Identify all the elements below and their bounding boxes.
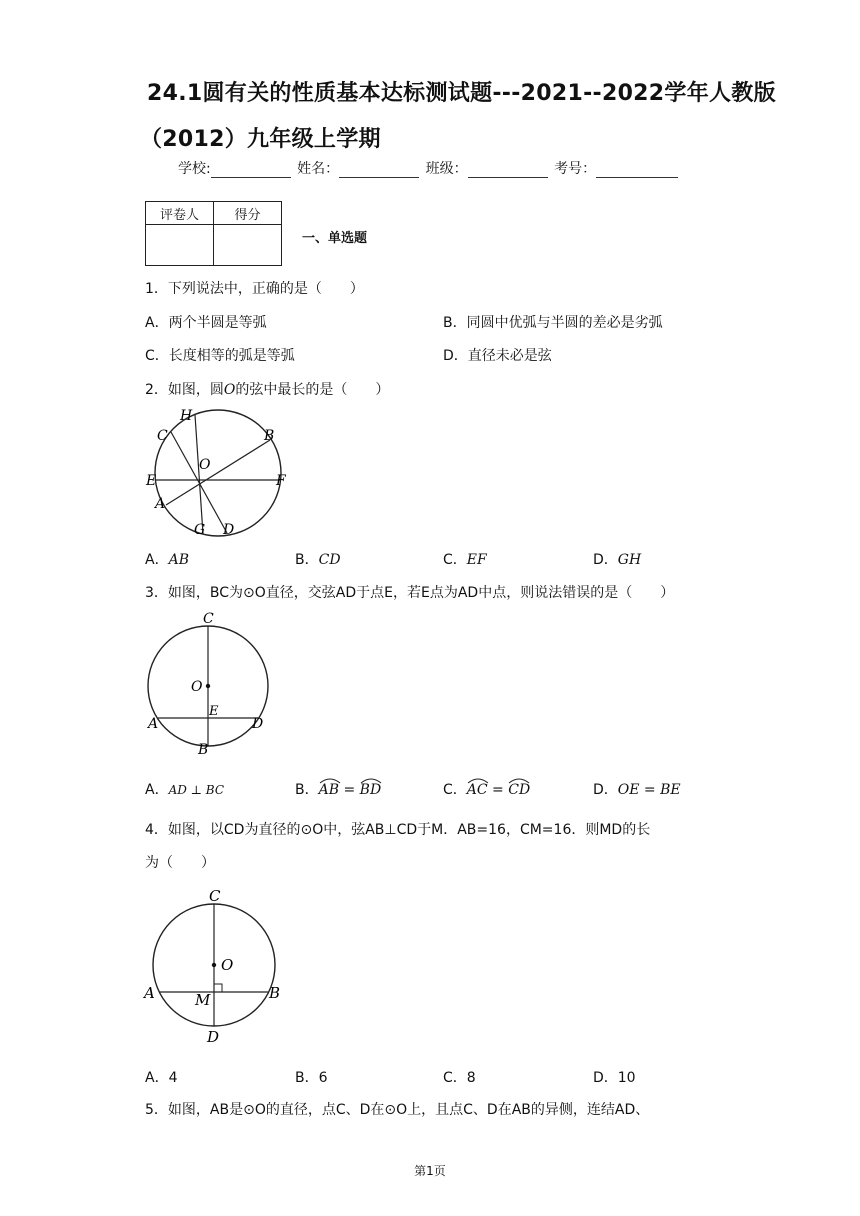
- q2-label-d: D: [223, 522, 235, 538]
- q2-option-a-value: AB: [168, 552, 189, 568]
- school-label: 学校:: [178, 161, 211, 177]
- q4-option-c: C．8: [443, 1070, 476, 1086]
- q4-label-a: A: [144, 984, 155, 1002]
- q2-label-a: A: [155, 496, 166, 512]
- arc-icon: [467, 776, 489, 784]
- q2-option-d-value: GH: [617, 552, 642, 568]
- q3-option-d: [593, 779, 681, 799]
- q2-label-h: H: [180, 408, 193, 424]
- q2-label-c: C: [157, 428, 168, 444]
- q4-label-c: C: [209, 887, 221, 905]
- q2-label-o: O: [199, 457, 211, 473]
- q2-stem: [145, 379, 389, 399]
- q3-option-d-value: OE = BE: [617, 782, 681, 798]
- q4-label-b: B: [269, 984, 281, 1002]
- q2-stem-post: 的弦中最长的是（ ）: [235, 382, 390, 398]
- q4-option-d: D．10: [593, 1070, 636, 1086]
- q3-option-b-eq: =: [339, 782, 360, 798]
- arc-icon: [508, 776, 530, 784]
- q4-right-angle-mark: [214, 984, 222, 992]
- q4-figure: [138, 882, 288, 1047]
- name-blank: [339, 163, 419, 178]
- q3-label-b: B: [198, 742, 209, 758]
- class-blank: [468, 163, 548, 178]
- reviewer-cell: [146, 225, 214, 266]
- q3-option-c-prefix: C．: [443, 782, 467, 798]
- q3-stem: 3．如图，BC为⊙O直径，交弦AD于点E，若E点为AD中点，则说法错误的是（ ）: [145, 585, 675, 601]
- q2-stem-pre: 2．如图，圆: [145, 382, 224, 398]
- reviewer-header: 评卷人: [146, 202, 214, 225]
- q2-chord-ab: [166, 440, 270, 505]
- q4-option-b: B．6: [295, 1070, 328, 1086]
- q2-option-d: [593, 549, 641, 569]
- q2-option-a-prefix: A．: [145, 552, 169, 568]
- q4-stem-line2: 为（ ）: [145, 855, 215, 871]
- q3-label-a: A: [148, 716, 159, 732]
- q3-option-a: [145, 779, 224, 799]
- exam-no-blank: [596, 163, 678, 178]
- q3-label-c: C: [203, 611, 214, 627]
- page-footer: 第1页: [414, 1164, 446, 1178]
- class-label: 班级：: [425, 161, 468, 177]
- q5-stem: 5．如图，AB是⊙O的直径，点C、D在⊙O上，且点C、D在AB的异侧，连结AD、: [145, 1102, 650, 1118]
- q3-label-d: D: [252, 716, 264, 732]
- q2-label-g: G: [194, 522, 206, 538]
- q4-option-a: A．4: [145, 1070, 178, 1086]
- q3-option-b: [295, 779, 381, 799]
- q1-option-a: A．两个半圆是等弧: [145, 315, 267, 331]
- q2-chord-gh: [195, 415, 203, 534]
- q3-option-c: [443, 779, 530, 799]
- q3-option-b-arc-left: [319, 782, 339, 798]
- q2-option-b-prefix: B．: [295, 552, 319, 568]
- q3-option-b-prefix: B．: [295, 782, 319, 798]
- arc-icon: [319, 776, 341, 784]
- q4-center-dot: [212, 963, 216, 967]
- q3-option-b-right-value: BD: [359, 782, 382, 798]
- q3-option-c-right-value: CD: [508, 782, 531, 798]
- q2-label-f: F: [276, 473, 286, 489]
- q2-option-d-prefix: D．: [593, 552, 618, 568]
- q2-stem-var: O: [223, 382, 236, 398]
- q3-option-c-eq: =: [487, 782, 509, 798]
- q4-label-d: D: [207, 1028, 220, 1046]
- q3-label-o: O: [191, 679, 203, 695]
- q3-option-a-value: AD ⊥ BC: [168, 783, 225, 797]
- q3-option-c-left-value: AC: [466, 782, 488, 798]
- score-cell: [214, 225, 282, 266]
- section-heading: 一、单选题: [302, 231, 368, 246]
- q3-option-b-left-value: AB: [318, 782, 340, 798]
- q2-option-b: [295, 549, 341, 569]
- name-label: 姓名：: [297, 161, 340, 177]
- q2-option-c-prefix: C．: [443, 552, 467, 568]
- q4-stem-line1: 4．如图，以CD为直径的⊙O中，弦AB⊥CD于M．AB=16，CM=16．则MD的长: [145, 822, 651, 838]
- page-title-line1: 24.1圆有关的性质基本达标测试题---2021--2022学年人教版: [147, 81, 776, 106]
- q3-figure: [140, 608, 280, 758]
- page-title-line2: （2012）九年级上学期: [140, 127, 381, 152]
- q3-option-c-arc-left: [467, 782, 488, 798]
- q2-option-c-value: EF: [466, 552, 487, 568]
- q2-figure: [140, 400, 300, 545]
- score-table: [145, 201, 282, 266]
- q3-label-e: E: [209, 704, 219, 719]
- q2-option-b-value: CD: [318, 552, 341, 568]
- q1-option-d: D．直径未必是弦: [443, 348, 552, 364]
- score-header: 得分: [214, 202, 282, 225]
- school-blank: [211, 163, 291, 178]
- q1-option-b: B．同圆中优弧与半圆的差必是劣弧: [443, 315, 663, 331]
- q2-label-b: B: [264, 428, 275, 444]
- q1-option-c: C．长度相等的弧是等弧: [145, 348, 295, 364]
- exam-no-label: 考号：: [554, 161, 597, 177]
- q2-label-e: E: [146, 473, 157, 489]
- q3-option-d-prefix: D．: [593, 782, 618, 798]
- q3-option-c-arc-right: [508, 782, 530, 798]
- q4-label-o: O: [221, 956, 234, 974]
- q2-option-c: [443, 549, 487, 569]
- q1-stem: 1．下列说法中，正确的是（ ）: [145, 281, 364, 297]
- arc-icon: [360, 776, 382, 784]
- q3-option-a-prefix: A．: [145, 782, 169, 798]
- q3-option-b-arc-right: [360, 782, 382, 798]
- q2-option-a: [145, 549, 189, 569]
- q4-label-m: M: [195, 991, 211, 1009]
- student-info-line: [178, 158, 680, 178]
- q3-center-dot: [206, 684, 210, 688]
